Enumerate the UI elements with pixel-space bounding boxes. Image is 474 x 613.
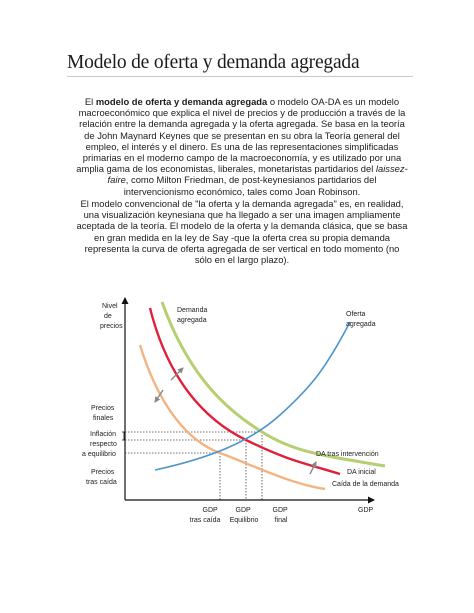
y-axis-label: Nivel de precios	[100, 303, 123, 330]
x-axis-label: GDP	[358, 507, 374, 514]
precios-caida-label: Precios tras caída	[86, 469, 117, 486]
shift-arrow-right	[310, 462, 316, 474]
inflacion-label: Inflación respecto a equilibrio	[82, 431, 117, 458]
p1-italic-term: laissez-faire	[107, 163, 408, 186]
oferta-agregada-curve	[155, 322, 350, 470]
da-inicial-label: DA inicial	[347, 469, 376, 476]
page-title: Modelo de oferta y demanda agregada	[67, 52, 360, 73]
gdp-equilibrio-label: GDP Equilibrio	[229, 507, 259, 524]
p1-bold-term: modelo de oferta y demanda agregada	[95, 96, 268, 107]
p1-text-middle: o modelo OA-DA es un modelo macroeconómico que explica el nivel de precios y de producción a través de la relación entre la demanda agregada y la oferta agregada. Se basa en la teoría de John Maynard Keynes que se presentan en su obra la Teoría general del empleo, el interés y el dinero. Es una de las representaciones simplificadas primarias en el moderno campo de la macroeconomía, y es utilizado por una amplia gama de los economistas, liberales, monetaristas partidarios del	[76, 96, 406, 175]
demanda-agregada-label: Demanda agregada	[177, 307, 208, 324]
gdp-final-label: GDP final	[272, 507, 288, 524]
dotted-guides	[125, 432, 262, 500]
p1-text-end: , como Milton Friedman, de post-keynesianos partidarios del intervencionismo económico, tales como Joan Robinson.	[123, 174, 377, 197]
second-paragraph: El modelo convencional de "la oferta y la demanda agregada" es, en realidad, una visualización keynesiana que ha llegado a ser una imagen ampliamente aceptada de la teoría. El modelo de la oferta y la demanda clásica, que se basa en gran medida en la ley de Say -que la oferta crea su propia demanda representa la curva de oferta agregada de ser vertical en todo momento (no sólo en el largo plazo).	[76, 198, 408, 266]
da-intervencion-label: DA tras intervención	[316, 451, 379, 458]
oferta-agregada-label: Oferta agregada	[346, 311, 376, 328]
p1-text-start: El	[84, 96, 96, 107]
gdp-caida-label: GDP tras caída	[189, 507, 221, 524]
precios-finales-label: Precios finales	[91, 405, 115, 422]
da-inicial-curve	[150, 308, 340, 474]
caida-demanda-label: Caída de la demanda	[332, 481, 399, 488]
